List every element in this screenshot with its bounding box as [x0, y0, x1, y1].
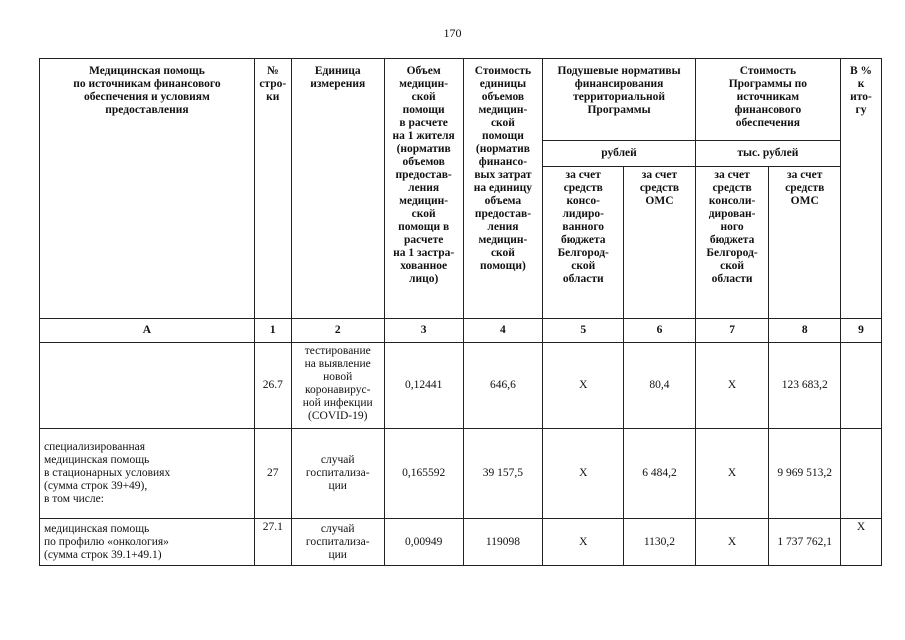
- cell-line: (сумма строк 39.1+49.1): [44, 548, 162, 561]
- cell-line: Белгород-: [557, 247, 609, 259]
- cell-line: предоставления: [105, 104, 189, 116]
- cell-line: объема: [484, 195, 522, 207]
- header-group-program-cost: [695, 59, 840, 141]
- cell-line: госпитализа-: [305, 535, 370, 548]
- cell-line: помощи): [480, 260, 526, 272]
- cell-line: обеспечения и условиям: [83, 91, 210, 103]
- column-number: 3: [384, 319, 463, 343]
- row-total-budget: Х: [695, 343, 769, 429]
- table-body: [40, 343, 882, 566]
- column-number-row: [40, 319, 882, 343]
- row-number: 27.1: [254, 519, 291, 566]
- cell-line: Программы по: [728, 78, 808, 90]
- cell-line: медицин-: [399, 78, 449, 90]
- cell-line: медицинская помощь: [44, 454, 150, 466]
- column-number: 2: [291, 319, 384, 343]
- cell-line: помощи: [402, 104, 445, 116]
- row-cost: 39 157,5: [463, 429, 543, 519]
- cell-line: в стационарных условиях: [44, 467, 171, 479]
- cell-line: финансо-: [478, 156, 528, 168]
- column-number: 9: [841, 319, 882, 343]
- cell-line: финансового: [734, 104, 802, 116]
- row-name: [40, 519, 255, 566]
- cell-line: новой: [323, 371, 353, 383]
- cell-line: В %: [849, 65, 873, 77]
- row-total-budget: Х: [695, 429, 769, 519]
- header-col-6: [624, 167, 696, 319]
- cell-line: случай: [320, 522, 355, 535]
- row-volume: 0,12441: [384, 343, 463, 429]
- cell-line: ской: [411, 208, 436, 220]
- cell-line: измерения: [310, 78, 366, 90]
- cell-line: средств: [639, 182, 680, 194]
- cell-line: (COVID-19): [308, 410, 368, 422]
- cell-line: за счет: [641, 169, 678, 181]
- column-number: А: [40, 319, 255, 343]
- cell-line: Стоимость: [739, 65, 797, 77]
- header-col-7: [695, 167, 769, 319]
- cell-line: Медицинская помощь: [89, 65, 205, 77]
- cell-line: финансирования: [574, 78, 664, 90]
- header-col-9: [841, 59, 882, 319]
- cell-line: консо-: [566, 195, 600, 207]
- cell-line: лицо): [409, 273, 439, 285]
- cell-line: бюджета: [709, 234, 755, 246]
- row-per-capita-budget: Х: [543, 343, 624, 429]
- row-name: [40, 429, 255, 519]
- cell-line: ления: [487, 221, 519, 233]
- financing-table: [39, 58, 882, 566]
- cell-line: источникам: [736, 91, 800, 103]
- cell-line: ции: [328, 548, 347, 561]
- cell-line: ванного: [562, 221, 605, 233]
- row-volume: 0,00949: [384, 519, 463, 566]
- header-col-2: [291, 59, 384, 319]
- header-col-8: [769, 167, 841, 319]
- row-total-oms: 9 969 513,2: [769, 429, 841, 519]
- cell-line: помощи: [481, 130, 524, 142]
- row-cost: 646,6: [463, 343, 543, 429]
- cell-line: области: [562, 273, 604, 285]
- cell-line: Единица: [314, 65, 361, 77]
- cell-line: по источникам финансового: [73, 78, 221, 90]
- cell-line: расчете: [403, 234, 444, 246]
- cell-line: к: [857, 78, 865, 90]
- cell-line: средств: [563, 182, 603, 194]
- cell-line: на 1 застра-: [393, 247, 455, 259]
- cell-line: Подушевые нормативы: [557, 65, 681, 77]
- header-unit-thousand-rubles: тыс. рублей: [695, 141, 840, 167]
- header-col-a: [40, 59, 255, 319]
- row-total-oms: 123 683,2: [769, 343, 841, 429]
- cell-line: (норматив: [475, 143, 530, 155]
- cell-line: бюджета: [560, 234, 606, 246]
- cell-line: (сумма строк 39+49),: [44, 480, 148, 492]
- cell-line: тестирование: [304, 345, 371, 357]
- cell-line: медицин-: [478, 234, 528, 246]
- header-group-per-capita: [543, 59, 695, 141]
- cell-line: случай: [320, 454, 355, 466]
- row-per-capita-budget: Х: [543, 429, 624, 519]
- cell-line: на единицу: [473, 182, 533, 194]
- cell-line: за счет: [565, 169, 601, 181]
- cell-line: по профилю «онкология»: [44, 535, 169, 548]
- cell-line: медицинская помощь: [44, 522, 150, 535]
- cell-line: вых затрат: [474, 169, 532, 181]
- cell-line: помощи в: [398, 221, 450, 233]
- cell-line: лидиро-: [562, 208, 604, 220]
- cell-line: в том числе:: [44, 493, 104, 505]
- row-unit: [291, 519, 384, 566]
- cell-line: предостав-: [395, 169, 452, 181]
- row-number: 27: [254, 429, 291, 519]
- row-per-capita-oms: 1130,2: [624, 519, 696, 566]
- page-number: 170: [443, 26, 462, 40]
- cell-line: единицы: [479, 78, 527, 90]
- header-col-4: [463, 59, 543, 319]
- column-number: 7: [695, 319, 769, 343]
- row-unit: [291, 429, 384, 519]
- column-number: 6: [624, 319, 696, 343]
- cell-line: ОМС: [645, 195, 674, 207]
- cell-line: за счет: [714, 169, 750, 181]
- cell-line: ОМС: [790, 195, 819, 207]
- row-percent: [841, 429, 882, 519]
- row-total-budget: Х: [695, 519, 769, 566]
- cell-line: ито-: [850, 91, 872, 103]
- cell-line: предостав-: [474, 208, 532, 220]
- cell-line: ской: [720, 260, 745, 272]
- column-number: 8: [769, 319, 841, 343]
- cell-line: ской: [571, 260, 596, 272]
- row-total-oms: 1 737 762,1: [769, 519, 841, 566]
- cell-line: Стоимость: [474, 65, 532, 77]
- cell-line: территориальной: [573, 91, 665, 103]
- table-header: [40, 59, 882, 343]
- table-row: [40, 519, 882, 566]
- cell-line: госпитализа-: [305, 467, 370, 479]
- row-per-capita-budget: Х: [543, 519, 624, 566]
- row-cost: 119098: [463, 519, 543, 566]
- cell-line: консоли-: [708, 195, 756, 207]
- row-name: [40, 343, 255, 429]
- row-number: 26.7: [254, 343, 291, 429]
- header-unit-rubles: рублей: [543, 141, 695, 167]
- row-unit: [291, 343, 384, 429]
- cell-line: ного: [720, 221, 744, 233]
- column-number: 4: [463, 319, 543, 343]
- column-number: 5: [543, 319, 624, 343]
- column-number: 1: [254, 319, 291, 343]
- cell-line: ции: [328, 480, 347, 492]
- table-row: [40, 343, 882, 429]
- cell-line: Программы: [587, 104, 651, 116]
- cell-line: ской: [411, 91, 436, 103]
- cell-line: средств: [712, 182, 752, 194]
- cell-line: хованное: [400, 260, 448, 272]
- cell-line: на 1 жителя: [392, 130, 455, 142]
- row-per-capita-oms: 80,4: [624, 343, 696, 429]
- header-col-3: [384, 59, 463, 319]
- cell-line: ской: [490, 117, 515, 129]
- cell-line: за счет: [787, 169, 823, 181]
- header-col-1: [254, 59, 291, 319]
- cell-line: области: [711, 273, 753, 285]
- row-per-capita-oms: 6 484,2: [624, 429, 696, 519]
- header-col-5: [543, 167, 624, 319]
- cell-line: медицин-: [399, 195, 449, 207]
- cell-line: (норматив: [396, 143, 451, 155]
- cell-line: средств: [785, 182, 825, 194]
- cell-line: объемов: [402, 156, 445, 168]
- row-percent: Х: [841, 519, 882, 566]
- cell-line: гу: [855, 104, 867, 116]
- cell-line: на выявление: [304, 358, 371, 370]
- row-percent: [841, 343, 882, 429]
- cell-line: коронавирус-: [305, 384, 371, 396]
- table-row: [40, 429, 882, 519]
- cell-line: №: [266, 65, 279, 77]
- cell-line: Белгород-: [706, 247, 758, 259]
- cell-line: ления: [408, 182, 440, 194]
- cell-line: медицин-: [478, 104, 528, 116]
- cell-line: стро-: [259, 78, 287, 90]
- cell-line: специализированная: [44, 441, 146, 453]
- cell-line: ской: [490, 247, 515, 259]
- cell-line: ки: [266, 91, 280, 103]
- cell-line: объемов: [481, 91, 525, 103]
- cell-line: Объем: [406, 65, 441, 77]
- row-volume: 0,165592: [384, 429, 463, 519]
- cell-line: в расчете: [399, 117, 448, 129]
- cell-line: обеспечения: [735, 117, 800, 129]
- cell-line: ной инфекции: [302, 397, 373, 409]
- cell-line: дирован-: [708, 208, 756, 220]
